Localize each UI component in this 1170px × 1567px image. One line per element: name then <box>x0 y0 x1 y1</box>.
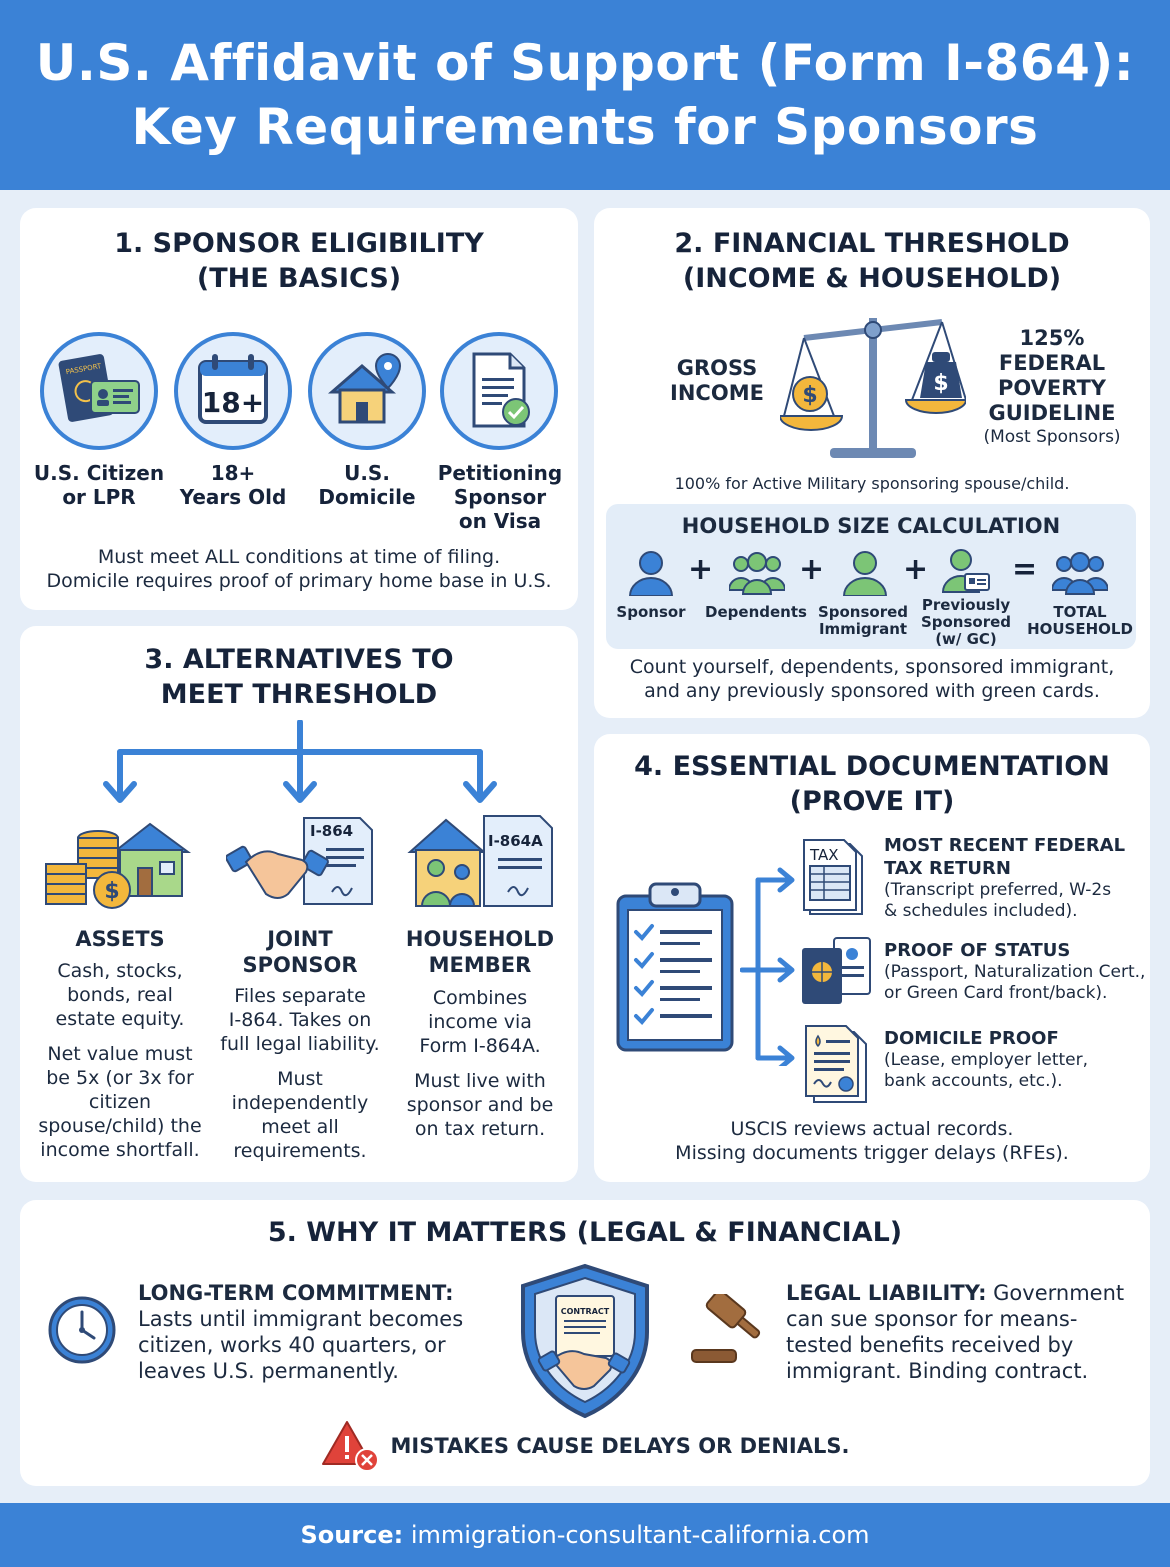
plus-sign: + <box>688 552 714 587</box>
alternatives-card <box>20 626 578 1182</box>
eligibility-note-line1: Must meet ALL conditions at time of filing. <box>97 546 501 568</box>
gavel-icon <box>688 1294 766 1368</box>
clock-icon <box>46 1294 118 1366</box>
branch-arrows <box>100 720 500 806</box>
balance-scale-icon <box>780 304 966 464</box>
person-icon <box>842 550 888 596</box>
section4-title-line2: (PROVE IT) <box>789 786 955 817</box>
long-term-commitment: LONG-TERM COMMITMENT: Lasts until immigrant becomes citizen, works 40 quarters, or leaves U.S. permanently. <box>138 1281 464 1383</box>
documentation-card <box>594 734 1150 1182</box>
eligibility-label-citizen: U.S. Citizen or LPR <box>33 461 165 509</box>
contract-text: CONTRACT <box>560 1307 610 1316</box>
eligibility-label-domicile: U.S. Domicile <box>318 461 416 509</box>
poverty-guideline-note: (Most Sponsors) <box>983 427 1121 447</box>
page-header <box>0 0 1170 190</box>
poverty-guideline-label: 125% FEDERAL POVERTY GUIDELINE (Most Sponsors) <box>964 326 1140 448</box>
uscis-note-line2: Missing documents trigger delays (RFEs). <box>675 1142 1069 1164</box>
coins-house-icon <box>44 818 194 914</box>
proof-of-status-title: PROOF OF STATUS <box>884 940 1071 961</box>
eligibility-label-age: 18+ Years Old <box>179 461 287 509</box>
documents-icon <box>804 1024 870 1104</box>
equals-sign: = <box>1012 552 1038 587</box>
household-title: HOUSEHOLD SIZE CALCULATION <box>681 514 1061 538</box>
section3-title-line1: 3. ALTERNATIVES TO <box>144 644 454 675</box>
household-form-icon <box>406 812 556 912</box>
calendar-18-icon <box>174 332 292 450</box>
household-count-line2: and any previously sponsored with green cards. <box>644 680 1100 702</box>
domicile-proof-title: DOMICILE PROOF <box>884 1028 1059 1049</box>
house-location-icon <box>308 332 426 450</box>
source-footer <box>0 1503 1170 1567</box>
tax-text: TAX <box>810 846 839 864</box>
svg-text:$: $ <box>104 879 120 904</box>
warning-row <box>20 1418 1150 1474</box>
source-link[interactable]: immigration-consultant-california.com <box>403 1521 870 1549</box>
section5-title: 5. WHY IT MATTERS (LEGAL & FINANCIAL) <box>267 1217 903 1248</box>
group-icon <box>729 550 785 596</box>
military-note: 100% for Active Military sponsoring spouse/child. <box>674 474 1070 493</box>
section3-title-line2: MEET THRESHOLD <box>160 679 438 710</box>
document-check-icon <box>440 332 558 450</box>
passport-text: PASSPORT <box>65 362 102 377</box>
household-size-box <box>606 504 1136 649</box>
assets-requirement: Net value must be 5x (or 3x for citizen spouse/child) the income shortfall. <box>38 1043 202 1161</box>
calendar-18-text: 18+ <box>201 386 265 419</box>
joint-sponsor-description: Files separate I-864. Takes on full legal liability. <box>220 985 380 1055</box>
household-item-sponsored-immigrant: Sponsored Immigrant <box>817 603 909 638</box>
person-card-icon <box>941 548 991 594</box>
group-icon <box>1052 550 1108 596</box>
household-item-sponsor: Sponsor <box>616 603 686 621</box>
passport-green-card-icon <box>40 332 158 450</box>
source-label: Source: <box>300 1521 404 1549</box>
plus-sign: + <box>903 552 929 587</box>
why-it-matters-card <box>20 1200 1150 1486</box>
household-item-total: TOTAL HOUSEHOLD <box>1027 603 1133 638</box>
page-title-line2: Key Requirements for Sponsors <box>131 98 1039 156</box>
section2-title-line2: (INCOME & HOUSEHOLD) <box>682 263 1062 294</box>
gross-income-label: GROSS INCOME <box>670 356 764 405</box>
eligibility-label-petitioning: Petitioning Sponsor on Visa <box>437 461 563 533</box>
household-count-line1: Count yourself, dependents, sponsored immigrant, <box>629 656 1115 678</box>
form-i864a-text: I-864A <box>488 832 543 850</box>
sponsor-eligibility-card <box>20 208 578 610</box>
financial-threshold-card <box>594 208 1150 718</box>
commitment-title: LONG-TERM COMMITMENT: <box>138 1281 454 1305</box>
household-member-description: Combines income via Form I-864A. <box>419 987 541 1057</box>
section4-title-line1: 4. ESSENTIAL DOCUMENTATION <box>634 751 1110 782</box>
tax-return-title: MOST RECENT FEDERAL TAX RETURN <box>884 835 1126 879</box>
shield-contract-icon <box>516 1262 654 1420</box>
person-icon <box>628 550 674 596</box>
warning-text: MISTAKES CAUSE DELAYS OR DENIALS. <box>390 1434 850 1458</box>
uscis-note-line1: USCIS reviews actual records. <box>730 1118 1014 1140</box>
plus-sign: + <box>799 552 825 587</box>
household-member-title: HOUSEHOLD MEMBER <box>405 927 555 977</box>
household-member-requirement: Must live with sponsor and be on tax return. <box>406 1070 554 1140</box>
passport-id-icon <box>800 936 876 1008</box>
tax-form-icon <box>802 838 868 918</box>
domicile-proof-text: (Lease, employer letter, bank accounts, etc.). <box>884 1050 1089 1091</box>
proof-of-status-text: (Passport, Naturalization Cert., or Green Card front/back). <box>884 962 1146 1003</box>
handshake-form-icon <box>226 814 376 912</box>
assets-title: ASSETS <box>75 927 165 951</box>
joint-sponsor-title: JOINT SPONSOR <box>242 927 358 977</box>
tax-return-text: (Transcript preferred, W-2s & schedules included). <box>884 880 1112 921</box>
section2-title-line1: 2. FINANCIAL THRESHOLD <box>674 228 1070 259</box>
household-item-dependents: Dependents <box>705 603 807 621</box>
svg-text:$: $ <box>802 383 818 408</box>
legal-liability: LEGAL LIABILITY: Government can sue sponsor for means- tested benefits received by immigrant. Binding contract. <box>786 1281 1125 1383</box>
warning-icon <box>321 1418 381 1474</box>
assets-description: Cash, stocks, bonds, real estate equity. <box>55 960 185 1030</box>
clipboard-checklist-icon <box>614 880 738 1056</box>
svg-text:$: $ <box>933 371 949 396</box>
eligibility-note-line2: Domicile requires proof of primary home base in U.S. <box>46 570 552 592</box>
liability-title: LEGAL LIABILITY: <box>786 1281 987 1305</box>
form-i864-text: I-864 <box>310 822 354 840</box>
document-arrows <box>740 866 800 1066</box>
section1-title-line1: 1. SPONSOR ELIGIBILITY <box>114 228 484 259</box>
page-title-line1: U.S. Affidavit of Support (Form I-864): <box>35 34 1135 92</box>
household-item-previously-sponsored: Previously Sponsored (w/ GC) <box>920 596 1012 648</box>
section1-title-line2: (THE BASICS) <box>196 263 402 294</box>
joint-sponsor-requirement: Must independently meet all requirements. <box>231 1068 369 1162</box>
